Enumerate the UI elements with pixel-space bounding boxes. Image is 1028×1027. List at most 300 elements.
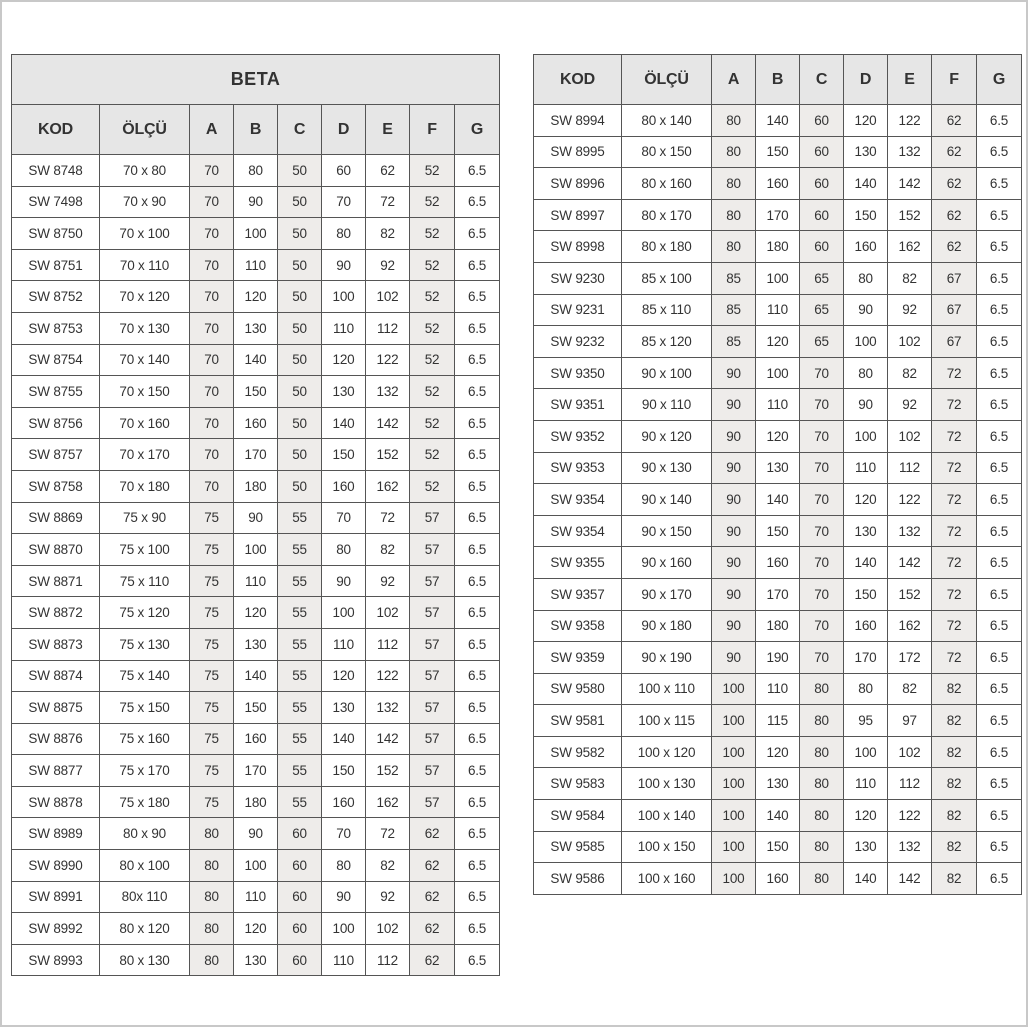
cell-a: 90 — [712, 357, 756, 389]
cell-kod: SW 8872 — [12, 597, 100, 629]
cell-olcu: 85 x 120 — [622, 326, 712, 358]
cell-kod: SW 9581 — [534, 705, 622, 737]
cell-kod: SW 7498 — [12, 186, 100, 218]
cell-c: 60 — [278, 944, 322, 976]
cell-olcu: 85 x 110 — [622, 294, 712, 326]
cell-g: 6.5 — [455, 502, 500, 534]
cell-g: 6.5 — [455, 723, 500, 755]
cell-kod: SW 9354 — [534, 515, 622, 547]
cell-b: 140 — [234, 660, 278, 692]
cell-olcu: 80 x 90 — [100, 818, 190, 850]
cell-d: 140 — [322, 723, 366, 755]
cell-f: 72 — [932, 420, 977, 452]
table-row — [534, 231, 1022, 263]
cell-a: 100 — [712, 768, 756, 800]
cell-e: 82 — [366, 534, 410, 566]
cell-g: 6.5 — [455, 628, 500, 660]
cell-e: 92 — [888, 294, 932, 326]
cell-e: 132 — [888, 136, 932, 168]
table-row — [534, 863, 1022, 895]
cell-f: 72 — [932, 389, 977, 421]
cell-e: 152 — [366, 439, 410, 471]
cell-olcu: 75 x 160 — [100, 723, 190, 755]
cell-e: 82 — [366, 850, 410, 882]
table-row — [12, 502, 500, 534]
column-header-c: C — [278, 105, 322, 155]
cell-a: 75 — [190, 723, 234, 755]
cell-a: 100 — [712, 736, 756, 768]
cell-b: 130 — [756, 452, 800, 484]
cell-b: 120 — [234, 913, 278, 945]
cell-f: 67 — [932, 326, 977, 358]
cell-e: 162 — [366, 470, 410, 502]
cell-a: 80 — [190, 944, 234, 976]
cell-f: 57 — [410, 660, 455, 692]
table-row — [534, 547, 1022, 579]
cell-kod: SW 8994 — [534, 105, 622, 137]
cell-kod: SW 8758 — [12, 470, 100, 502]
column-header-f: F — [932, 55, 977, 105]
cell-c: 80 — [800, 863, 844, 895]
table-row — [534, 294, 1022, 326]
cell-b: 180 — [234, 786, 278, 818]
cell-c: 50 — [278, 218, 322, 250]
table-row — [534, 357, 1022, 389]
cell-kod: SW 9585 — [534, 831, 622, 863]
cell-c: 60 — [800, 231, 844, 263]
cell-f: 57 — [410, 755, 455, 787]
cell-f: 62 — [932, 199, 977, 231]
cell-a: 75 — [190, 660, 234, 692]
cell-c: 60 — [800, 105, 844, 137]
column-header-b: B — [234, 105, 278, 155]
cell-b: 110 — [234, 881, 278, 913]
cell-e: 72 — [366, 818, 410, 850]
cell-olcu: 90 x 100 — [622, 357, 712, 389]
cell-d: 160 — [844, 231, 888, 263]
table-row — [12, 534, 500, 566]
cell-b: 120 — [756, 420, 800, 452]
cell-f: 62 — [932, 168, 977, 200]
cell-c: 55 — [278, 755, 322, 787]
cell-a: 70 — [190, 439, 234, 471]
cell-d: 100 — [322, 913, 366, 945]
cell-e: 132 — [366, 692, 410, 724]
cell-b: 100 — [234, 534, 278, 566]
cell-e: 142 — [366, 407, 410, 439]
cell-b: 140 — [756, 800, 800, 832]
cell-g: 6.5 — [455, 660, 500, 692]
cell-c: 50 — [278, 470, 322, 502]
cell-olcu: 70 x 90 — [100, 186, 190, 218]
column-header-d: D — [322, 105, 366, 155]
cell-d: 170 — [844, 642, 888, 674]
cell-c: 80 — [800, 831, 844, 863]
cell-f: 72 — [932, 357, 977, 389]
cell-f: 67 — [932, 294, 977, 326]
table-row — [534, 136, 1022, 168]
cell-e: 132 — [888, 515, 932, 547]
cell-g: 6.5 — [455, 376, 500, 408]
cell-olcu: 70 x 120 — [100, 281, 190, 313]
cell-kod: SW 9351 — [534, 389, 622, 421]
table-row — [534, 452, 1022, 484]
cell-d: 130 — [322, 376, 366, 408]
cell-b: 100 — [234, 218, 278, 250]
cell-kod: SW 8991 — [12, 881, 100, 913]
table-title: BETA — [12, 55, 500, 105]
cell-d: 140 — [322, 407, 366, 439]
table-row — [534, 800, 1022, 832]
cell-g: 6.5 — [455, 850, 500, 882]
cell-a: 75 — [190, 502, 234, 534]
table-row — [12, 597, 500, 629]
cell-f: 72 — [932, 642, 977, 674]
cell-f: 57 — [410, 786, 455, 818]
cell-g: 6.5 — [977, 294, 1022, 326]
cell-d: 120 — [322, 344, 366, 376]
cell-e: 97 — [888, 705, 932, 737]
cell-b: 170 — [234, 439, 278, 471]
cell-g: 6.5 — [977, 610, 1022, 642]
cell-olcu: 100 x 140 — [622, 800, 712, 832]
cell-b: 160 — [756, 168, 800, 200]
cell-kod: SW 8751 — [12, 249, 100, 281]
cell-e: 62 — [366, 155, 410, 187]
table-row — [534, 768, 1022, 800]
cell-g: 6.5 — [455, 692, 500, 724]
cell-kod: SW 8871 — [12, 565, 100, 597]
cell-kod: SW 9231 — [534, 294, 622, 326]
cell-kod: SW 9359 — [534, 642, 622, 674]
cell-d: 110 — [322, 312, 366, 344]
cell-d: 100 — [844, 736, 888, 768]
cell-olcu: 85 x 100 — [622, 262, 712, 294]
cell-a: 75 — [190, 692, 234, 724]
table-row — [534, 420, 1022, 452]
cell-olcu: 70 x 140 — [100, 344, 190, 376]
cell-kod: SW 8989 — [12, 818, 100, 850]
cell-olcu: 75 x 100 — [100, 534, 190, 566]
table-row — [12, 407, 500, 439]
cell-g: 6.5 — [455, 881, 500, 913]
cell-b: 180 — [756, 610, 800, 642]
cell-a: 80 — [190, 818, 234, 850]
column-header-g: G — [977, 55, 1022, 105]
cell-kod: SW 8748 — [12, 155, 100, 187]
cell-g: 6.5 — [977, 642, 1022, 674]
cell-b: 90 — [234, 186, 278, 218]
cell-olcu: 70 x 100 — [100, 218, 190, 250]
cell-c: 70 — [800, 547, 844, 579]
cell-f: 57 — [410, 597, 455, 629]
cell-c: 80 — [800, 800, 844, 832]
cell-f: 72 — [932, 484, 977, 516]
cell-g: 6.5 — [455, 186, 500, 218]
cell-g: 6.5 — [977, 262, 1022, 294]
cell-olcu: 75 x 140 — [100, 660, 190, 692]
cell-b: 120 — [234, 597, 278, 629]
cell-d: 90 — [322, 881, 366, 913]
cell-b: 170 — [234, 755, 278, 787]
cell-c: 70 — [800, 642, 844, 674]
table-row — [534, 578, 1022, 610]
cell-kod: SW 9582 — [534, 736, 622, 768]
cell-g: 6.5 — [455, 218, 500, 250]
cell-c: 80 — [800, 768, 844, 800]
cell-kod: SW 8995 — [534, 136, 622, 168]
cell-kod: SW 8992 — [12, 913, 100, 945]
table-row — [12, 786, 500, 818]
cell-kod: SW 9580 — [534, 673, 622, 705]
cell-kod: SW 8752 — [12, 281, 100, 313]
cell-kod: SW 9584 — [534, 800, 622, 832]
cell-b: 130 — [234, 628, 278, 660]
column-header-f: F — [410, 105, 455, 155]
column-header-e: E — [888, 55, 932, 105]
cell-a: 75 — [190, 534, 234, 566]
cell-olcu: 80 x 170 — [622, 199, 712, 231]
cell-f: 82 — [932, 736, 977, 768]
cell-e: 152 — [366, 755, 410, 787]
column-header-olcu: ÖLÇÜ — [100, 105, 190, 155]
cell-d: 160 — [322, 470, 366, 502]
cell-a: 90 — [712, 389, 756, 421]
cell-b: 170 — [756, 199, 800, 231]
cell-d: 80 — [844, 262, 888, 294]
cell-olcu: 90 x 150 — [622, 515, 712, 547]
cell-e: 162 — [888, 610, 932, 642]
cell-kod: SW 8870 — [12, 534, 100, 566]
cell-e: 102 — [366, 597, 410, 629]
cell-f: 72 — [932, 547, 977, 579]
cell-e: 82 — [888, 262, 932, 294]
table-row — [12, 376, 500, 408]
cell-a: 85 — [712, 262, 756, 294]
column-header-c: C — [800, 55, 844, 105]
column-header-kod: KOD — [534, 55, 622, 105]
cell-f: 52 — [410, 407, 455, 439]
cell-a: 90 — [712, 547, 756, 579]
cell-g: 6.5 — [455, 534, 500, 566]
table-title-row — [12, 55, 500, 105]
table-row — [534, 831, 1022, 863]
cell-f: 52 — [410, 218, 455, 250]
cell-kod: SW 9586 — [534, 863, 622, 895]
cell-a: 80 — [190, 881, 234, 913]
cell-c: 50 — [278, 155, 322, 187]
cell-d: 70 — [322, 502, 366, 534]
cell-d: 120 — [844, 105, 888, 137]
cell-c: 50 — [278, 312, 322, 344]
table-body — [534, 105, 1022, 895]
cell-c: 60 — [800, 168, 844, 200]
cell-d: 90 — [322, 249, 366, 281]
table-row — [12, 344, 500, 376]
cell-g: 6.5 — [455, 818, 500, 850]
cell-f: 72 — [932, 452, 977, 484]
cell-f: 72 — [932, 610, 977, 642]
cell-g: 6.5 — [455, 249, 500, 281]
cell-a: 80 — [190, 850, 234, 882]
cell-a: 80 — [190, 913, 234, 945]
cell-c: 60 — [800, 136, 844, 168]
cell-f: 72 — [932, 515, 977, 547]
cell-c: 50 — [278, 249, 322, 281]
cell-d: 130 — [844, 515, 888, 547]
cell-f: 62 — [410, 850, 455, 882]
cell-c: 80 — [800, 673, 844, 705]
cell-g: 6.5 — [455, 281, 500, 313]
cell-f: 82 — [932, 768, 977, 800]
cell-kod: SW 8875 — [12, 692, 100, 724]
cell-g: 6.5 — [977, 168, 1022, 200]
cell-g: 6.5 — [455, 786, 500, 818]
cell-b: 110 — [234, 249, 278, 281]
cell-f: 62 — [410, 818, 455, 850]
cell-c: 50 — [278, 344, 322, 376]
cell-olcu: 75 x 110 — [100, 565, 190, 597]
cell-c: 70 — [800, 357, 844, 389]
cell-olcu: 80 x 100 — [100, 850, 190, 882]
cell-e: 82 — [888, 357, 932, 389]
cell-e: 92 — [888, 389, 932, 421]
cell-c: 50 — [278, 407, 322, 439]
cell-kod: SW 9350 — [534, 357, 622, 389]
beta-size-table — [11, 54, 500, 976]
cell-e: 142 — [366, 723, 410, 755]
cell-g: 6.5 — [977, 800, 1022, 832]
cell-e: 102 — [888, 326, 932, 358]
cell-e: 82 — [888, 673, 932, 705]
cell-b: 130 — [234, 944, 278, 976]
cell-a: 90 — [712, 452, 756, 484]
cell-e: 112 — [888, 452, 932, 484]
cell-kod: SW 8998 — [534, 231, 622, 263]
cell-a: 100 — [712, 800, 756, 832]
cell-kod: SW 8996 — [534, 168, 622, 200]
table-row — [534, 610, 1022, 642]
cell-kod: SW 8869 — [12, 502, 100, 534]
cell-olcu: 90 x 170 — [622, 578, 712, 610]
cell-b: 140 — [756, 484, 800, 516]
table-row — [12, 628, 500, 660]
table-row — [534, 262, 1022, 294]
cell-b: 120 — [756, 736, 800, 768]
cell-f: 57 — [410, 502, 455, 534]
cell-olcu: 75 x 120 — [100, 597, 190, 629]
cell-c: 60 — [800, 199, 844, 231]
table-row — [534, 642, 1022, 674]
cell-olcu: 100 x 110 — [622, 673, 712, 705]
cell-f: 57 — [410, 628, 455, 660]
cell-olcu: 90 x 110 — [622, 389, 712, 421]
cell-c: 50 — [278, 376, 322, 408]
cell-a: 90 — [712, 515, 756, 547]
cell-kod: SW 9583 — [534, 768, 622, 800]
cell-c: 60 — [278, 850, 322, 882]
cell-e: 122 — [888, 800, 932, 832]
cell-e: 162 — [366, 786, 410, 818]
table-row — [12, 692, 500, 724]
cell-olcu: 90 x 130 — [622, 452, 712, 484]
cell-b: 110 — [756, 673, 800, 705]
cell-f: 62 — [932, 231, 977, 263]
cell-g: 6.5 — [977, 484, 1022, 516]
cell-d: 110 — [322, 944, 366, 976]
cell-b: 150 — [756, 515, 800, 547]
column-header-a: A — [190, 105, 234, 155]
cell-f: 67 — [932, 262, 977, 294]
cell-olcu: 100 x 150 — [622, 831, 712, 863]
cell-c: 55 — [278, 534, 322, 566]
cell-g: 6.5 — [977, 578, 1022, 610]
cell-f: 72 — [932, 578, 977, 610]
cell-c: 70 — [800, 452, 844, 484]
cell-d: 110 — [844, 452, 888, 484]
cell-b: 180 — [234, 470, 278, 502]
cell-kod: SW 8874 — [12, 660, 100, 692]
table-row — [534, 105, 1022, 137]
cell-c: 70 — [800, 389, 844, 421]
cell-c: 55 — [278, 597, 322, 629]
cell-olcu: 80 x 120 — [100, 913, 190, 945]
cell-a: 90 — [712, 610, 756, 642]
cell-kod: SW 9353 — [534, 452, 622, 484]
cell-a: 75 — [190, 597, 234, 629]
cell-d: 140 — [844, 168, 888, 200]
cell-kod: SW 8876 — [12, 723, 100, 755]
cell-olcu: 75 x 180 — [100, 786, 190, 818]
cell-d: 90 — [844, 389, 888, 421]
cell-olcu: 75 x 150 — [100, 692, 190, 724]
cell-a: 85 — [712, 294, 756, 326]
cell-b: 160 — [756, 863, 800, 895]
cell-a: 75 — [190, 565, 234, 597]
cell-c: 55 — [278, 692, 322, 724]
cell-c: 70 — [800, 578, 844, 610]
table-row — [12, 755, 500, 787]
column-header-olcu: ÖLÇÜ — [622, 55, 712, 105]
cell-d: 90 — [844, 294, 888, 326]
cell-olcu: 70 x 150 — [100, 376, 190, 408]
table-header-row — [534, 55, 1022, 105]
cell-g: 6.5 — [977, 863, 1022, 895]
cell-c: 60 — [278, 881, 322, 913]
cell-b: 150 — [234, 692, 278, 724]
cell-e: 112 — [366, 312, 410, 344]
cell-kod: SW 9355 — [534, 547, 622, 579]
cell-d: 80 — [844, 673, 888, 705]
cell-kod: SW 8757 — [12, 439, 100, 471]
cell-a: 70 — [190, 312, 234, 344]
cell-c: 55 — [278, 628, 322, 660]
cell-c: 80 — [800, 705, 844, 737]
cell-d: 120 — [322, 660, 366, 692]
cell-g: 6.5 — [455, 344, 500, 376]
cell-d: 70 — [322, 186, 366, 218]
cell-b: 90 — [234, 818, 278, 850]
cell-b: 180 — [756, 231, 800, 263]
cell-olcu: 80 x 160 — [622, 168, 712, 200]
cell-f: 57 — [410, 723, 455, 755]
cell-d: 140 — [844, 863, 888, 895]
cell-g: 6.5 — [455, 944, 500, 976]
cell-c: 80 — [800, 736, 844, 768]
cell-olcu: 100 x 115 — [622, 705, 712, 737]
cell-d: 150 — [322, 439, 366, 471]
cell-g: 6.5 — [455, 565, 500, 597]
